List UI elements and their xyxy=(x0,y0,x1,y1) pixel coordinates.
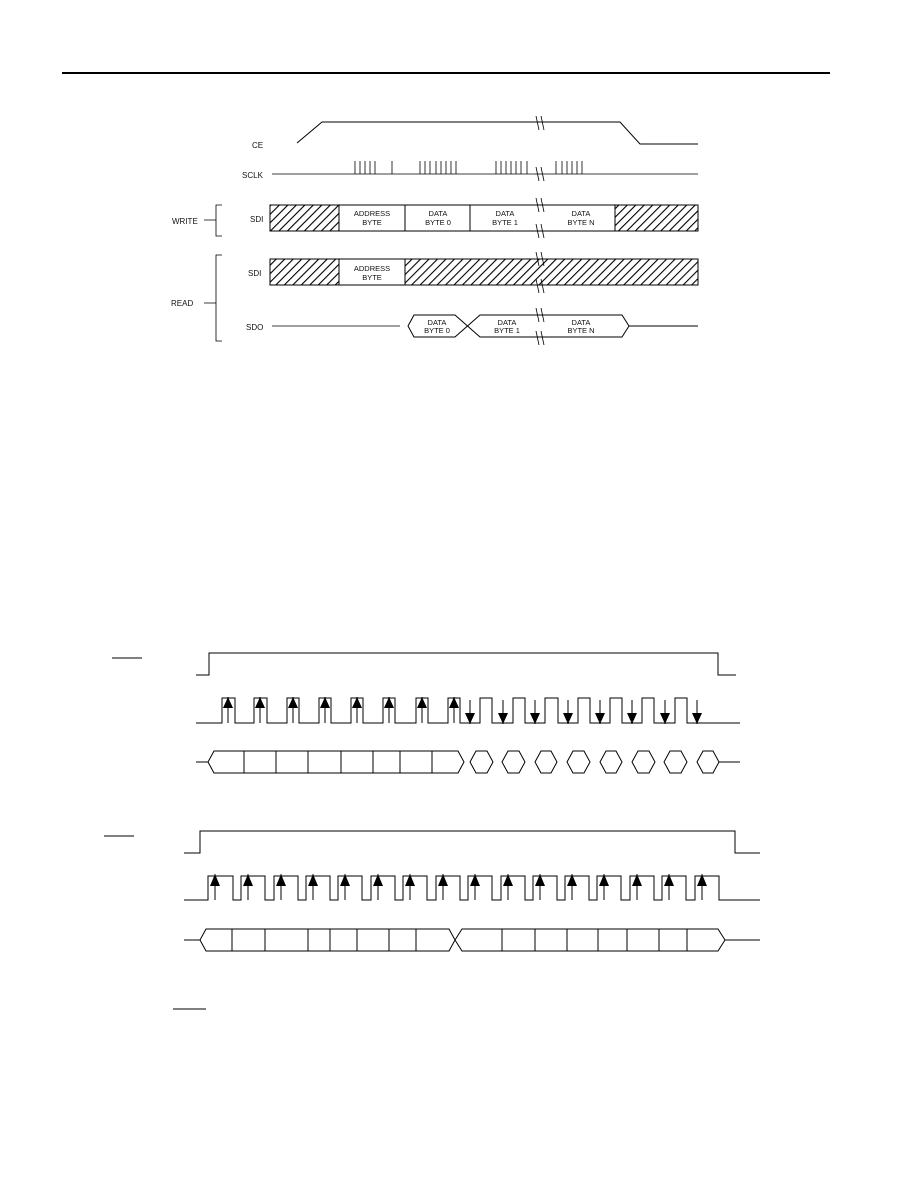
time-break-marks xyxy=(534,115,544,347)
read-ce-waveform xyxy=(196,653,736,675)
write-address-label-2: BYTE xyxy=(362,218,382,227)
write-data1-label-2: BYTE 1 xyxy=(492,218,518,227)
sdo-data1-label-2: BYTE 1 xyxy=(494,326,520,335)
read-timing-diagram xyxy=(112,653,740,773)
ce-waveform xyxy=(297,122,698,144)
write-sclk-waveform xyxy=(184,876,760,900)
write-dataN-label-2: BYTE N xyxy=(567,218,595,227)
read-address-label-2: BYTE xyxy=(362,273,382,282)
sdo-dataN-label-2: BYTE N xyxy=(567,326,595,335)
read-data-bus xyxy=(196,751,740,773)
write-data1-label-1: DATA xyxy=(495,209,515,218)
write-data-bus xyxy=(184,929,760,951)
write-timing-diagram xyxy=(104,831,760,951)
sdi-read-label: SDI xyxy=(248,269,262,278)
sdi-write-label: SDI xyxy=(250,215,264,224)
sdo-data0-label-1: DATA xyxy=(427,318,447,327)
sdi-write-idle-right xyxy=(615,205,698,231)
sclk-label: SCLK xyxy=(242,171,263,180)
sdo-label: SDO xyxy=(246,323,264,332)
write-sclk-arrows xyxy=(210,874,707,900)
sdi-read-idle-left xyxy=(270,259,339,285)
sdi-read-idle-right xyxy=(405,259,698,285)
sdo-data1-label-1: DATA xyxy=(497,318,517,327)
burst-timing-diagram xyxy=(171,115,698,347)
write-address-label-1: ADDRESS xyxy=(353,209,391,218)
read-group-label: READ xyxy=(171,299,194,308)
read-bracket xyxy=(204,255,222,341)
sdo-dataN-label-1: DATA xyxy=(571,318,591,327)
write-group-label: WRITE xyxy=(172,217,198,226)
sdo-data0-label-2: BYTE 0 xyxy=(424,326,450,335)
read-address-label-1: ADDRESS xyxy=(353,264,391,273)
sclk-pulses xyxy=(355,161,582,174)
write-ce-waveform xyxy=(184,831,760,853)
ce-label: CE xyxy=(252,141,264,150)
sdi-write-idle-left xyxy=(270,205,339,231)
write-dataN-label-1: DATA xyxy=(571,209,591,218)
write-data0-label-2: BYTE 0 xyxy=(425,218,451,227)
write-bracket xyxy=(204,205,222,236)
write-data0-label-1: DATA xyxy=(428,209,448,218)
read-sclk-arrows xyxy=(223,697,702,724)
